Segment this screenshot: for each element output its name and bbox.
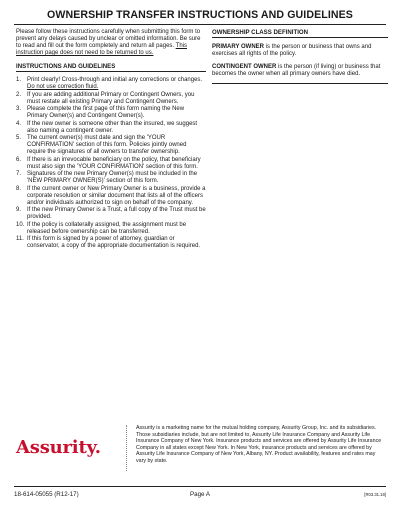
page-title: OWNERSHIP TRANSFER INSTRUCTIONS AND GUIDELINES <box>47 9 353 21</box>
list-item-text: If the policy is collaterally assigned, the assignment must be released before ownership can be transferred. <box>27 221 187 235</box>
list-item-number: 10. <box>16 221 25 228</box>
list-item-number: 5. <box>16 135 22 142</box>
instructions-list <box>16 77 206 250</box>
contingent-owner-text: is the person (if living) or business that becomes the owner when all primary owners have died. <box>212 64 381 78</box>
list-item <box>16 222 206 236</box>
list-item-number: 1. <box>16 77 22 84</box>
company-disclaimer: Assurity is a marketing name for the mutual holding company, Assurity Group, Inc. and its subsidiaries. Those subsidiaries include, but are not limited to, Assurity Life Insurance Company and Assurity Life Insurance Company of New York. Insurance products and services are offered by Assurity Life Insurance Company in all states except New York. In New York, insurance products and services are offered by Assurity Life Insurance Company of New York, Albany, NY. Product availability, features and rates may vary by state. <box>136 425 382 464</box>
definitions-heading: OWNERSHIP CLASS DEFINITION <box>212 29 388 38</box>
primary-owner-text: is the person or business that owns and exercises all rights of the policy. <box>212 44 372 58</box>
list-item <box>16 157 206 171</box>
list-item-number: 4. <box>16 120 22 127</box>
contingent-owner-term: CONTINGENT OWNER <box>212 64 277 71</box>
contingent-owner-definition <box>212 64 388 78</box>
list-item-text: The current owner(s) must date and sign the 'YOUR CONFIRMATION' section of this form. Policies jointly owned require the signatures of all owners to transfer ownership. <box>27 135 187 156</box>
list-item-text: If the current owner or New Primary Owner is a business, provide a corporate resolution or similar document that lists all of the officers and/or individuals authorized to sign on behalf of the company. <box>27 185 206 206</box>
list-item <box>16 171 206 185</box>
assurity-logo: Assurity. <box>16 437 101 458</box>
list-item <box>16 186 206 207</box>
title-rule <box>14 24 386 25</box>
list-item-underlined: Do not use correction fluid. <box>27 84 99 91</box>
list-item <box>16 77 206 91</box>
list-item-number: 9. <box>16 207 22 214</box>
form-number: 18-614-05055 (R12-17) <box>14 491 79 498</box>
revision-code: [R03.31.18] <box>364 492 386 497</box>
footer-divider <box>126 425 127 471</box>
list-item <box>16 135 206 156</box>
definitions-column <box>212 29 388 84</box>
page-number: Page A <box>190 491 210 498</box>
list-item-number: 7. <box>16 171 22 178</box>
list-item-text: If you are adding additional Primary or Contingent Owners, you must restate all existing Primary and Contingent Owners. <box>27 91 195 105</box>
primary-owner-term: PRIMARY OWNER <box>212 44 265 51</box>
company-footer <box>14 423 386 473</box>
instructions-column <box>16 29 206 251</box>
list-item-text: Please complete the first page of this form naming the New Primary Owner(s) and Contingent Owner(s). <box>27 106 185 120</box>
list-item-number: 11. <box>16 236 24 243</box>
list-item-number: 6. <box>16 156 22 163</box>
list-item-text: Print clearly! Cross-through and initial any corrections or changes. <box>27 77 203 84</box>
list-item <box>16 236 206 250</box>
intro-return-note: This instruction page does not need to be returned to us. <box>16 43 187 57</box>
intro-paragraph <box>16 29 206 57</box>
instructions-heading: INSTRUCTIONS AND GUIDELINES <box>16 63 206 72</box>
primary-owner-definition <box>212 44 388 58</box>
definitions-bottom-rule <box>212 83 388 84</box>
list-item-text: If this form is signed by a power of attorney, guardian or conservator, a copy of the appropriate documentation is required. <box>27 236 201 250</box>
intro-text: Please follow these instructions carefully when submitting this form to prevent any delays caused by unclear or omitted information. Be sure to read and fill out the form completely and return all pages. <box>16 29 201 50</box>
list-item-text: If the new Primary Owner is a Trust, a full copy of the Trust must be provided. <box>27 207 206 221</box>
list-item-number: 3. <box>16 106 22 113</box>
list-item <box>16 92 206 106</box>
list-item-text: If there is an irrevocable beneficiary on the policy, that beneficiary must also sign the 'YOUR CONFIRMATION' section of this form. <box>27 156 201 170</box>
list-item-number: 8. <box>16 185 22 192</box>
footer-rule <box>14 486 386 487</box>
list-item-text: If the new owner is someone other than the insured, we suggest also naming a contingent owner. <box>27 120 198 134</box>
list-item <box>16 121 206 135</box>
list-item <box>16 207 206 221</box>
list-item <box>16 106 206 120</box>
list-item-number: 2. <box>16 91 22 98</box>
list-item-text: Signatures of the new Primary Owner(s) must be included in the 'NEW PRIMARY OWNER(S)' section of this form. <box>27 171 198 185</box>
